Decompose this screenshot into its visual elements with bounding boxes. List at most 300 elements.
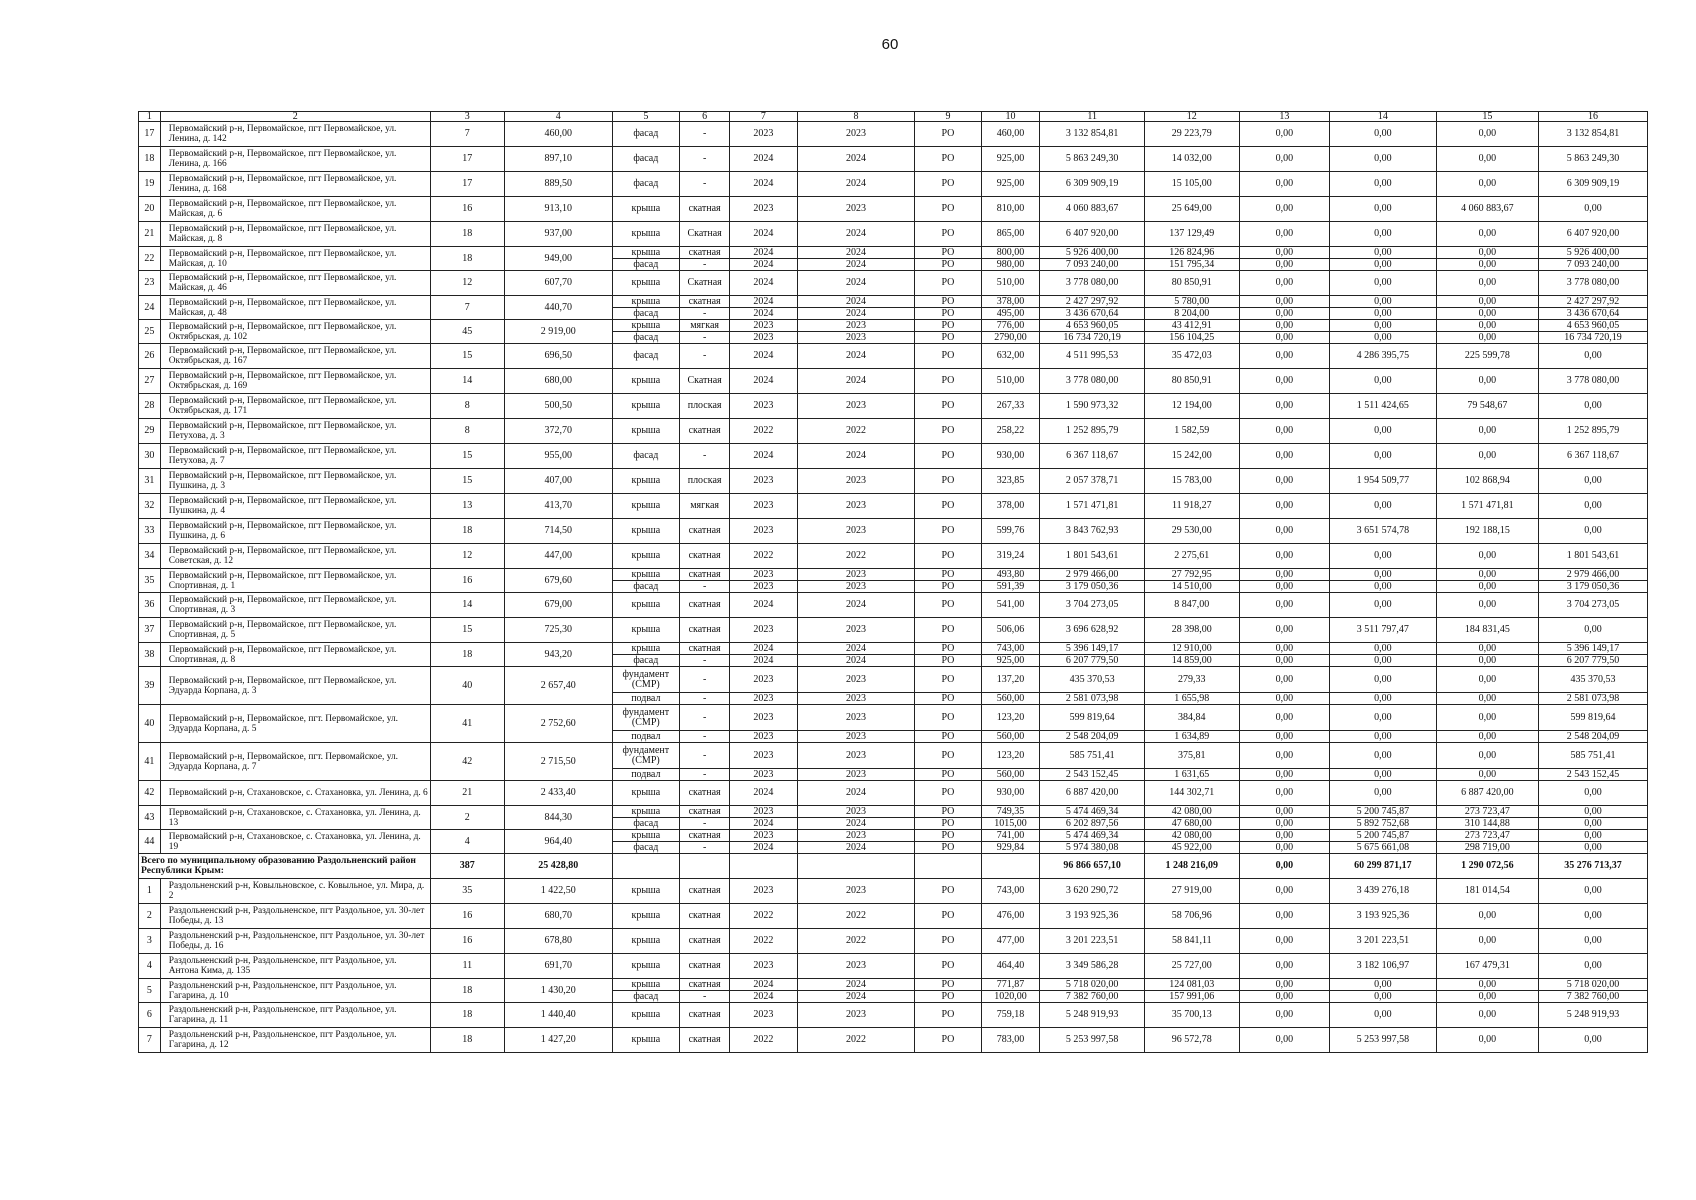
work-cell: 2 979 466,00 (1040, 569, 1145, 581)
work-cell: 435 370,53 (1040, 667, 1145, 693)
work-cell: 2024 (730, 842, 798, 854)
work-cell: РО (915, 172, 981, 197)
total-cell: 0,00 (1239, 854, 1329, 879)
work-cell: 12 910,00 (1144, 643, 1239, 655)
row-number: 7 (139, 1028, 161, 1053)
floors-cell: 4 (430, 830, 504, 854)
work-cell: 0,00 (1330, 444, 1437, 469)
total-cell: 96 866 657,10 (1040, 854, 1145, 879)
work-cell: 2023 (797, 569, 915, 581)
address-cell: Первомайский р-н, Первомайское, пгт Первомайское, ул. Ленина, д. 142 (160, 122, 430, 147)
work-cell: - (680, 332, 730, 344)
work-cell: скатная (680, 296, 730, 308)
work-cell: 0,00 (1436, 444, 1538, 469)
work-cell: скатная (680, 781, 730, 806)
row-number: 4 (139, 954, 161, 979)
work-cell: 45 922,00 (1144, 842, 1239, 854)
work-cell: подвал (612, 769, 680, 781)
work-cell: фасад (612, 332, 680, 344)
work-cell: крыша (612, 469, 680, 494)
work-cell: 2022 (730, 419, 798, 444)
work-cell: 743,00 (981, 879, 1040, 904)
address-cell: Первомайский р-н, Первомайское, пгт Первомайское, ул. Ленина, д. 168 (160, 172, 430, 197)
work-cell: 476,00 (981, 904, 1040, 929)
work-cell: 599,76 (981, 519, 1040, 544)
work-cell: 1 634,89 (1144, 731, 1239, 743)
floors-cell: 18 (430, 222, 504, 247)
address-cell: Первомайский р-н, Первомайское, пгт Первомайское, ул. Спортивная, д. 5 (160, 618, 430, 643)
work-cell: 2023 (797, 332, 915, 344)
work-cell: 0,00 (1539, 1028, 1648, 1053)
floors-cell: 17 (430, 172, 504, 197)
work-cell: 1 590 973,32 (1040, 394, 1145, 419)
work-cell: 1 571 471,81 (1040, 494, 1145, 519)
work-cell: 279,33 (1144, 667, 1239, 693)
address-cell: Раздольненский р-н, Раздольненское, пгт Раздольное, ул. Антона Кима, д. 135 (160, 954, 430, 979)
work-cell: 79 548,67 (1436, 394, 1538, 419)
work-cell: 5 718 020,00 (1539, 979, 1648, 991)
work-cell: 2024 (730, 593, 798, 618)
area-cell: 691,70 (504, 954, 612, 979)
work-cell: скатная (680, 544, 730, 569)
work-cell: 0,00 (1436, 259, 1538, 271)
work-cell: РО (915, 879, 981, 904)
address-cell: Первомайский р-н, Первомайское, пгт Первомайское, ул. Эдуарда Корпана, д. 3 (160, 667, 430, 705)
work-cell: 0,00 (1436, 296, 1538, 308)
work-cell: 12 194,00 (1144, 394, 1239, 419)
work-cell: крыша (612, 929, 680, 954)
work-cell: 0,00 (1239, 369, 1329, 394)
work-cell: 0,00 (1239, 494, 1329, 519)
work-cell: 591,39 (981, 581, 1040, 593)
floors-cell: 18 (430, 1028, 504, 1053)
floors-cell: 2 (430, 806, 504, 830)
work-cell: 2024 (797, 593, 915, 618)
work-cell: 930,00 (981, 781, 1040, 806)
work-cell: 0,00 (1436, 731, 1538, 743)
work-cell: 7 382 760,00 (1539, 991, 1648, 1003)
work-cell: 2024 (797, 842, 915, 854)
row-number: 38 (139, 643, 161, 667)
work-cell: 2 581 073,98 (1539, 693, 1648, 705)
table-row (139, 122, 1648, 147)
work-cell: 3 201 223,51 (1330, 929, 1437, 954)
work-cell: 6 309 909,19 (1040, 172, 1145, 197)
work-cell: 0,00 (1330, 769, 1437, 781)
table-row (139, 544, 1648, 569)
work-cell: 2024 (797, 979, 915, 991)
work-cell: крыша (612, 618, 680, 643)
work-cell: 2024 (730, 271, 798, 296)
area-cell: 447,00 (504, 544, 612, 569)
work-cell: - (680, 122, 730, 147)
work-cell: 0,00 (1436, 581, 1538, 593)
work-cell: 58 841,11 (1144, 929, 1239, 954)
work-cell: фасад (612, 581, 680, 593)
work-cell: 0,00 (1330, 781, 1437, 806)
work-cell: скатная (680, 979, 730, 991)
column-number-6: 6 (680, 112, 730, 122)
floors-cell: 35 (430, 879, 504, 904)
work-cell: 3 778 080,00 (1040, 369, 1145, 394)
work-cell: мягкая (680, 320, 730, 332)
work-cell: 5 974 380,08 (1040, 842, 1145, 854)
work-cell: 15 783,00 (1144, 469, 1239, 494)
work-cell: 0,00 (1539, 494, 1648, 519)
work-cell: 541,00 (981, 593, 1040, 618)
work-cell: 632,00 (981, 344, 1040, 369)
work-cell: мягкая (680, 494, 730, 519)
work-cell: 560,00 (981, 693, 1040, 705)
area-cell: 949,00 (504, 247, 612, 271)
column-number-7: 7 (730, 112, 798, 122)
work-cell: 477,00 (981, 929, 1040, 954)
work-cell: РО (915, 544, 981, 569)
floors-cell: 15 (430, 444, 504, 469)
work-cell: 4 653 960,05 (1539, 320, 1648, 332)
column-number-9: 9 (915, 112, 981, 122)
work-cell: 2023 (730, 122, 798, 147)
work-cell: 771,87 (981, 979, 1040, 991)
floors-cell: 21 (430, 781, 504, 806)
work-cell: 2023 (730, 693, 798, 705)
work-cell: 3 179 050,36 (1539, 581, 1648, 593)
work-cell: 1 954 509,77 (1330, 469, 1437, 494)
work-cell: РО (915, 569, 981, 581)
work-cell: 4 653 960,05 (1040, 320, 1145, 332)
work-cell: 0,00 (1436, 320, 1538, 332)
work-cell: 2023 (797, 879, 915, 904)
work-cell: 0,00 (1539, 929, 1648, 954)
address-cell: Первомайский р-н, Стахановское, с. Стахановка, ул. Ленина, д. 19 (160, 830, 430, 854)
work-cell: 1 801 543,61 (1040, 544, 1145, 569)
work-cell: 35 472,03 (1144, 344, 1239, 369)
work-cell: РО (915, 419, 981, 444)
work-cell: РО (915, 643, 981, 655)
address-cell: Раздольненский р-н, Раздольненское, пгт Раздольное, ул. 30-лет Победы, д. 13 (160, 904, 430, 929)
work-cell: 2024 (730, 344, 798, 369)
area-cell: 460,00 (504, 122, 612, 147)
column-number-row (139, 112, 1648, 122)
work-cell: 25 649,00 (1144, 197, 1239, 222)
work-cell: 2023 (797, 519, 915, 544)
total-cell: 35 276 713,37 (1539, 854, 1648, 879)
work-cell: крыша (612, 830, 680, 842)
work-cell: крыша (612, 569, 680, 581)
address-cell: Первомайский р-н, Первомайское, пгт Первомайское, ул. Октябрьская, д. 167 (160, 344, 430, 369)
address-cell: Первомайский р-н, Первомайское, пгт Первомайское, ул. Октябрьская, д. 171 (160, 394, 430, 419)
table-row (139, 593, 1648, 618)
work-cell: крыша (612, 879, 680, 904)
work-cell: 0,00 (1539, 394, 1648, 419)
work-cell: РО (915, 197, 981, 222)
work-cell: 2 057 378,71 (1040, 469, 1145, 494)
area-cell: 1 440,40 (504, 1003, 612, 1028)
work-cell: 0,00 (1330, 271, 1437, 296)
address-cell: Первомайский р-н, Первомайское, пгт Первомайское, ул. Майская, д. 46 (160, 271, 430, 296)
area-cell: 407,00 (504, 469, 612, 494)
work-cell: 0,00 (1239, 929, 1329, 954)
area-cell: 889,50 (504, 172, 612, 197)
work-cell: скатная (680, 593, 730, 618)
work-cell: 1 801 543,61 (1539, 544, 1648, 569)
row-number: 32 (139, 494, 161, 519)
work-cell: крыша (612, 1003, 680, 1028)
work-cell: 2022 (730, 544, 798, 569)
work-cell: 2024 (797, 344, 915, 369)
work-cell: 181 014,54 (1436, 879, 1538, 904)
address-cell: Раздольненский р-н, Ковыльновское, с. Ковыльное, ул. Мира, д. 2 (160, 879, 430, 904)
work-cell: 0,00 (1239, 705, 1329, 731)
work-cell: 3 511 797,47 (1330, 618, 1437, 643)
work-cell: 2022 (730, 1028, 798, 1053)
row-number: 43 (139, 806, 161, 830)
work-cell: 0,00 (1330, 593, 1437, 618)
work-cell: 102 868,94 (1436, 469, 1538, 494)
work-cell: 80 850,91 (1144, 369, 1239, 394)
floors-cell: 8 (430, 419, 504, 444)
work-cell: РО (915, 444, 981, 469)
floors-cell: 8 (430, 394, 504, 419)
work-cell: 2024 (730, 991, 798, 1003)
work-cell: 0,00 (1330, 494, 1437, 519)
floors-cell: 16 (430, 569, 504, 593)
work-cell: крыша (612, 419, 680, 444)
total-cell-empty (797, 854, 915, 879)
work-cell: крыша (612, 643, 680, 655)
work-cell: 2023 (797, 731, 915, 743)
work-cell: 0,00 (1539, 879, 1648, 904)
address-cell: Первомайский р-н, Первомайское, пгт Первомайское, ул. Спортивная, д. 3 (160, 593, 430, 618)
work-cell: РО (915, 369, 981, 394)
work-cell: скатная (680, 247, 730, 259)
work-cell: РО (915, 929, 981, 954)
work-cell: 2024 (797, 655, 915, 667)
work-cell: 0,00 (1239, 172, 1329, 197)
work-cell: крыша (612, 806, 680, 818)
work-cell: 3 436 670,64 (1040, 308, 1145, 320)
work-cell: 2022 (797, 544, 915, 569)
work-cell: 0,00 (1239, 693, 1329, 705)
work-cell: 2022 (730, 904, 798, 929)
work-cell: 5 253 997,58 (1330, 1028, 1437, 1053)
work-cell: крыша (612, 369, 680, 394)
work-cell: 6 207 779,50 (1040, 655, 1145, 667)
work-cell: 0,00 (1436, 172, 1538, 197)
work-cell: 0,00 (1436, 593, 1538, 618)
table-row (139, 444, 1648, 469)
table-row (139, 569, 1648, 581)
work-cell: 3 201 223,51 (1040, 929, 1145, 954)
floors-cell: 18 (430, 979, 504, 1003)
table-row (139, 743, 1648, 769)
work-cell: 137 129,49 (1144, 222, 1239, 247)
work-cell: 0,00 (1239, 879, 1329, 904)
work-cell: 2024 (797, 444, 915, 469)
work-cell: - (680, 731, 730, 743)
work-cell: фасад (612, 172, 680, 197)
area-cell: 413,70 (504, 494, 612, 519)
work-cell: 0,00 (1330, 667, 1437, 693)
work-cell: фундамент (СМР) (612, 743, 680, 769)
work-cell: 2024 (730, 247, 798, 259)
address-cell: Первомайский р-н, Первомайское, пгт Первомайское, ул. Майская, д. 10 (160, 247, 430, 271)
work-cell: фасад (612, 344, 680, 369)
work-cell: 2023 (730, 618, 798, 643)
work-cell: 0,00 (1539, 954, 1648, 979)
work-cell: РО (915, 494, 981, 519)
floors-cell: 42 (430, 743, 504, 781)
work-cell: 0,00 (1436, 705, 1538, 731)
work-cell: 225 599,78 (1436, 344, 1538, 369)
work-cell: РО (915, 618, 981, 643)
work-cell: 2023 (797, 122, 915, 147)
work-cell: РО (915, 842, 981, 854)
work-cell: 28 398,00 (1144, 618, 1239, 643)
work-cell: 0,00 (1239, 222, 1329, 247)
table-row (139, 147, 1648, 172)
work-cell: крыша (612, 271, 680, 296)
work-cell: РО (915, 693, 981, 705)
work-cell: крыша (612, 394, 680, 419)
work-cell: 0,00 (1330, 705, 1437, 731)
work-cell: РО (915, 519, 981, 544)
work-cell: 0,00 (1330, 332, 1437, 344)
row-number: 40 (139, 705, 161, 743)
work-cell: 0,00 (1239, 781, 1329, 806)
total-cell-empty (730, 854, 798, 879)
work-cell: 0,00 (1330, 569, 1437, 581)
work-cell: - (680, 842, 730, 854)
work-cell: 6 367 118,67 (1040, 444, 1145, 469)
work-cell: 273 723,47 (1436, 806, 1538, 818)
table-row (139, 469, 1648, 494)
work-cell: 375,81 (1144, 743, 1239, 769)
column-number-15: 15 (1436, 112, 1538, 122)
work-cell: крыша (612, 904, 680, 929)
table-row (139, 296, 1648, 308)
work-cell: 2023 (730, 469, 798, 494)
floors-cell: 18 (430, 519, 504, 544)
work-cell: 0,00 (1239, 731, 1329, 743)
work-cell: 2024 (797, 818, 915, 830)
work-cell: 0,00 (1239, 147, 1329, 172)
work-cell: скатная (680, 954, 730, 979)
total-cell: 60 299 871,17 (1330, 854, 1437, 879)
work-cell: фасад (612, 259, 680, 271)
work-cell: 1 582,59 (1144, 419, 1239, 444)
work-cell: 0,00 (1239, 593, 1329, 618)
address-cell: Первомайский р-н, Первомайское, пгт Первомайское, ул. Майская, д. 6 (160, 197, 430, 222)
work-cell: - (680, 667, 730, 693)
work-cell: 560,00 (981, 769, 1040, 781)
work-cell: 0,00 (1539, 197, 1648, 222)
work-cell: РО (915, 469, 981, 494)
work-cell: 0,00 (1330, 296, 1437, 308)
work-cell: 0,00 (1539, 904, 1648, 929)
work-cell: 435 370,53 (1539, 667, 1648, 693)
work-cell: 0,00 (1239, 544, 1329, 569)
work-cell: 0,00 (1436, 419, 1538, 444)
work-cell: РО (915, 731, 981, 743)
work-cell: фасад (612, 308, 680, 320)
work-cell: 29 223,79 (1144, 122, 1239, 147)
work-cell: 2 427 297,92 (1040, 296, 1145, 308)
work-cell: 3 193 925,36 (1040, 904, 1145, 929)
work-cell: 3 696 628,92 (1040, 618, 1145, 643)
floors-cell: 12 (430, 271, 504, 296)
work-cell: 0,00 (1239, 122, 1329, 147)
work-cell: плоская (680, 469, 730, 494)
work-cell: 144 302,71 (1144, 781, 1239, 806)
work-cell: РО (915, 1003, 981, 1028)
work-cell: 2023 (797, 1003, 915, 1028)
row-number: 25 (139, 320, 161, 344)
work-cell: 0,00 (1539, 618, 1648, 643)
row-number: 27 (139, 369, 161, 394)
work-cell: РО (915, 222, 981, 247)
work-cell: 2023 (797, 806, 915, 818)
work-cell: 14 859,00 (1144, 655, 1239, 667)
work-cell: 2023 (797, 954, 915, 979)
work-cell: фасад (612, 122, 680, 147)
work-cell: 0,00 (1436, 979, 1538, 991)
work-cell: РО (915, 655, 981, 667)
work-cell: - (680, 259, 730, 271)
work-cell: крыша (612, 519, 680, 544)
total-label: Всего по муниципальному образованию Раздольненский район Республики Крым: (139, 854, 431, 879)
table-row (139, 904, 1648, 929)
work-cell: фасад (612, 655, 680, 667)
work-cell: 0,00 (1436, 147, 1538, 172)
work-cell: 0,00 (1436, 743, 1538, 769)
work-cell: скатная (680, 197, 730, 222)
work-cell: 0,00 (1539, 519, 1648, 544)
work-cell: 2024 (797, 147, 915, 172)
work-cell: крыша (612, 593, 680, 618)
work-cell: 585 751,41 (1539, 743, 1648, 769)
repair-schedule-table (138, 111, 1648, 1053)
row-number: 20 (139, 197, 161, 222)
work-cell: 2023 (730, 197, 798, 222)
floors-cell: 16 (430, 197, 504, 222)
area-cell: 2 715,50 (504, 743, 612, 781)
work-cell: - (680, 705, 730, 731)
work-cell: 2023 (730, 494, 798, 519)
work-cell: 0,00 (1539, 781, 1648, 806)
table-row (139, 618, 1648, 643)
work-cell: 0,00 (1436, 769, 1538, 781)
address-cell: Первомайский р-н, Первомайское, пгт Первомайское, ул. Петухова, д. 3 (160, 419, 430, 444)
work-cell: РО (915, 259, 981, 271)
work-cell: РО (915, 308, 981, 320)
work-cell: 2024 (730, 222, 798, 247)
work-cell: 2023 (797, 667, 915, 693)
work-cell: 5 926 400,00 (1539, 247, 1648, 259)
work-cell: 5 780,00 (1144, 296, 1239, 308)
work-cell: скатная (680, 904, 730, 929)
floors-cell: 11 (430, 954, 504, 979)
work-cell: 749,35 (981, 806, 1040, 818)
work-cell: 0,00 (1239, 743, 1329, 769)
work-cell: фасад (612, 147, 680, 172)
table-row (139, 419, 1648, 444)
work-cell: РО (915, 667, 981, 693)
table-row (139, 394, 1648, 419)
work-cell: 151 795,34 (1144, 259, 1239, 271)
work-cell: 2022 (730, 929, 798, 954)
work-cell: РО (915, 806, 981, 818)
